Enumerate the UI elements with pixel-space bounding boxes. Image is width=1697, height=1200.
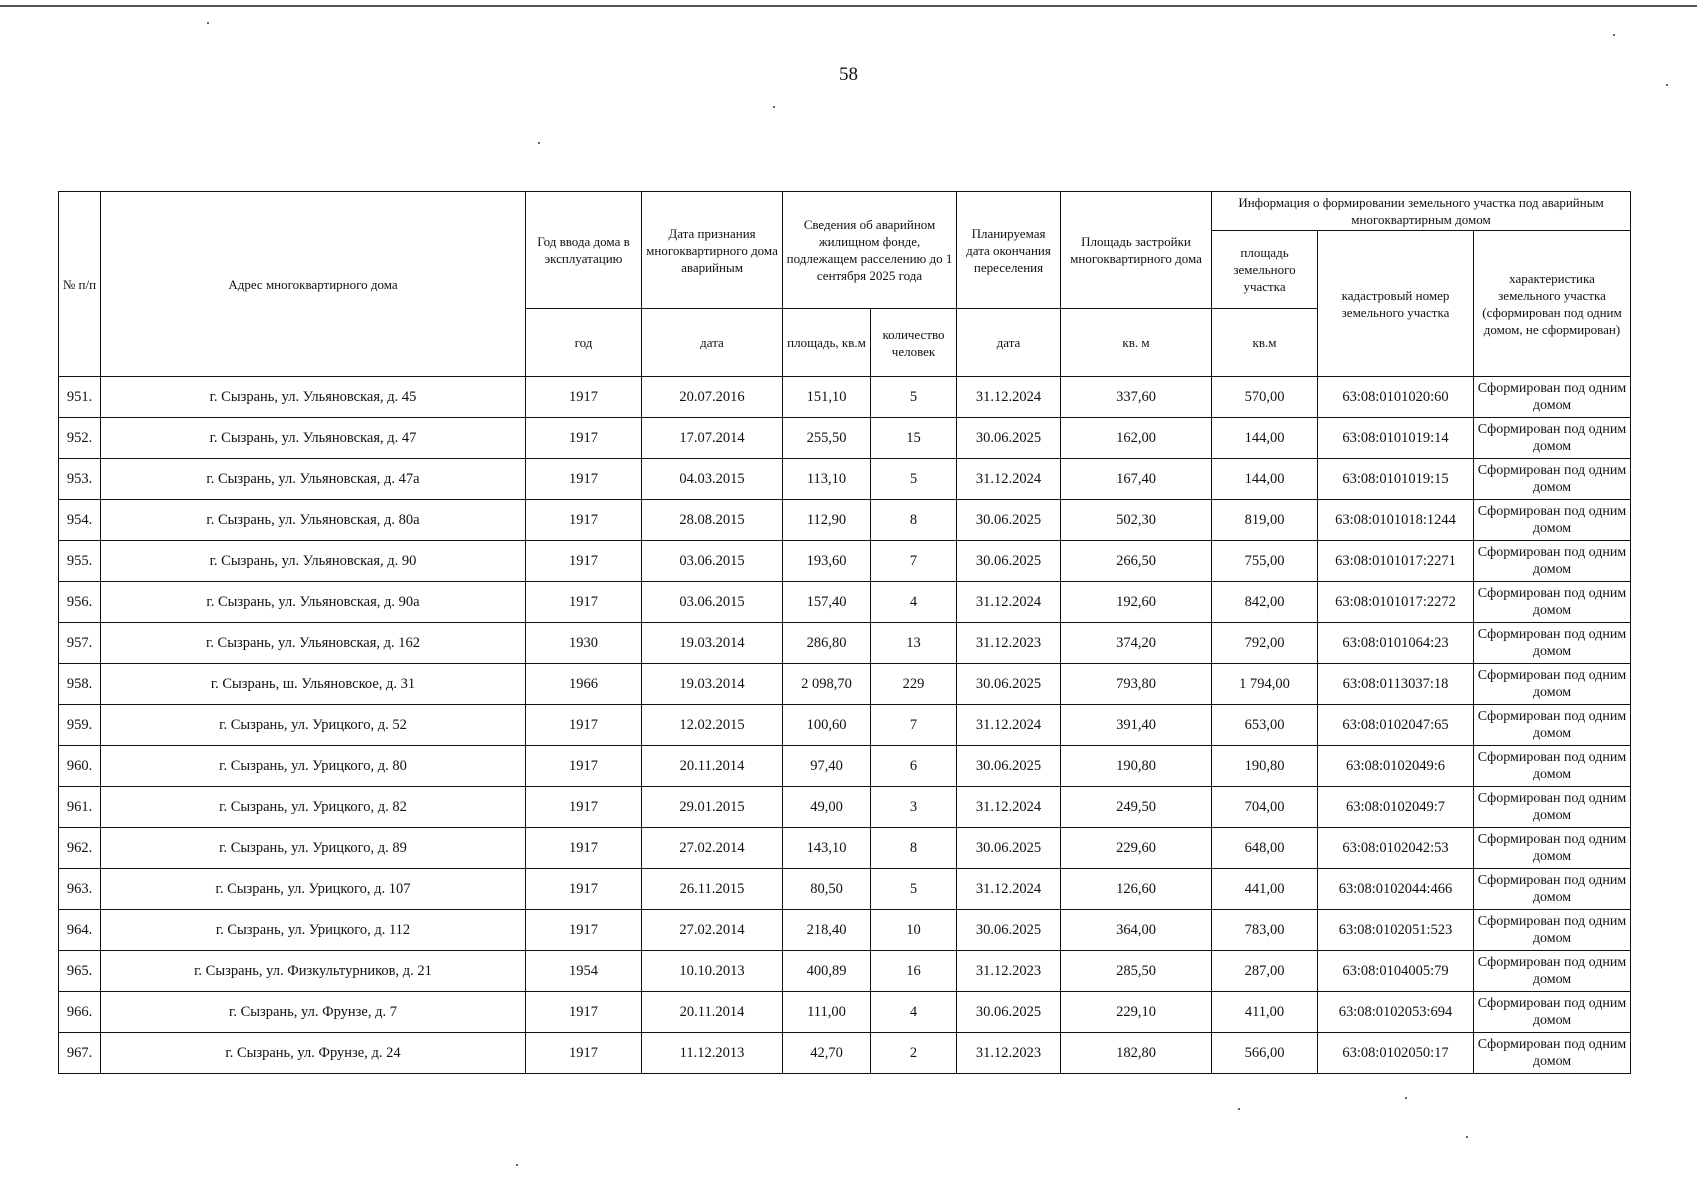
row-year: 1930 [526,623,642,664]
row-area: 2 098,70 [783,664,871,705]
top-scan-rule [0,5,1697,7]
row-year: 1917 [526,746,642,787]
row-people: 229 [871,664,957,705]
row-land-area: 570,00 [1212,377,1318,418]
row-planned-date: 31.12.2024 [957,377,1061,418]
row-year: 1917 [526,459,642,500]
row-land-area: 144,00 [1212,418,1318,459]
row-land-status: Сформирован под одним домом [1474,582,1631,623]
row-area: 286,80 [783,623,871,664]
row-number: 955. [59,541,101,582]
row-planned-date: 31.12.2024 [957,787,1061,828]
unit-people: количество человек [871,309,957,377]
row-recognition-date: 27.02.2014 [642,828,783,869]
row-land-area: 755,00 [1212,541,1318,582]
row-planned-date: 31.12.2023 [957,623,1061,664]
row-recognition-date: 27.02.2014 [642,910,783,951]
row-land-status: Сформирован под одним домом [1474,746,1631,787]
row-address: г. Сызрань, ул. Фрунзе, д. 7 [101,992,526,1033]
row-land-area: 842,00 [1212,582,1318,623]
row-area: 157,40 [783,582,871,623]
row-year: 1917 [526,500,642,541]
row-year: 1917 [526,828,642,869]
row-cadastral-number: 63:08:0102053:694 [1318,992,1474,1033]
row-land-area: 566,00 [1212,1033,1318,1074]
row-building-area: 162,00 [1061,418,1212,459]
row-recognition-date: 20.11.2014 [642,746,783,787]
row-number: 958. [59,664,101,705]
row-area: 255,50 [783,418,871,459]
row-number: 951. [59,377,101,418]
row-land-area: 648,00 [1212,828,1318,869]
row-land-area: 287,00 [1212,951,1318,992]
table-row [59,582,1631,623]
row-area: 97,40 [783,746,871,787]
table-row [59,828,1631,869]
row-planned-date: 30.06.2025 [957,500,1061,541]
row-land-area: 792,00 [1212,623,1318,664]
row-planned-date: 30.06.2025 [957,828,1061,869]
scan-speck [1405,1097,1407,1099]
header-building-area: Площадь застройки многоквартирного дома [1061,192,1212,309]
row-land-status: Сформирован под одним домом [1474,500,1631,541]
unit-land-area: кв.м [1212,309,1318,377]
row-cadastral-number: 63:08:0102042:53 [1318,828,1474,869]
row-land-status: Сформирован под одним домом [1474,664,1631,705]
row-people: 4 [871,992,957,1033]
row-address: г. Сызрань, ул. Урицкого, д. 80 [101,746,526,787]
unit-year: год [526,309,642,377]
row-recognition-date: 20.11.2014 [642,992,783,1033]
row-land-status: Сформирован под одним домом [1474,541,1631,582]
row-land-area: 190,80 [1212,746,1318,787]
row-address: г. Сызрань, ул. Ульяновская, д. 162 [101,623,526,664]
row-number: 961. [59,787,101,828]
row-people: 6 [871,746,957,787]
row-recognition-date: 17.07.2014 [642,418,783,459]
row-cadastral-number: 63:08:0102051:523 [1318,910,1474,951]
row-number: 962. [59,828,101,869]
row-people: 4 [871,582,957,623]
row-building-area: 182,80 [1061,1033,1212,1074]
row-planned-date: 30.06.2025 [957,418,1061,459]
row-cadastral-number: 63:08:0101019:15 [1318,459,1474,500]
row-cadastral-number: 63:08:0102047:65 [1318,705,1474,746]
row-year: 1917 [526,541,642,582]
row-land-area: 783,00 [1212,910,1318,951]
row-cadastral-number: 63:08:0101017:2272 [1318,582,1474,623]
row-number: 959. [59,705,101,746]
row-building-area: 364,00 [1061,910,1212,951]
row-number: 965. [59,951,101,992]
row-planned-date: 31.12.2024 [957,705,1061,746]
row-recognition-date: 11.12.2013 [642,1033,783,1074]
row-area: 111,00 [783,992,871,1033]
table-row [59,787,1631,828]
row-area: 80,50 [783,869,871,910]
row-cadastral-number: 63:08:0102050:17 [1318,1033,1474,1074]
row-people: 8 [871,828,957,869]
row-recognition-date: 20.07.2016 [642,377,783,418]
row-land-status: Сформирован под одним домом [1474,377,1631,418]
row-area: 400,89 [783,951,871,992]
row-area: 193,60 [783,541,871,582]
row-recognition-date: 10.10.2013 [642,951,783,992]
unit-area: площадь, кв.м [783,309,871,377]
row-cadastral-number: 63:08:0104005:79 [1318,951,1474,992]
row-people: 5 [871,869,957,910]
row-number: 953. [59,459,101,500]
row-people: 2 [871,1033,957,1074]
row-land-area: 411,00 [1212,992,1318,1033]
unit-recognition-date: дата [642,309,783,377]
scan-speck [773,106,775,108]
row-land-status: Сформирован под одним домом [1474,910,1631,951]
table-row [59,623,1631,664]
row-land-status: Сформирован под одним домом [1474,623,1631,664]
row-planned-date: 31.12.2024 [957,869,1061,910]
row-area: 218,40 [783,910,871,951]
table-row [59,705,1631,746]
row-land-status: Сформирован под одним домом [1474,828,1631,869]
table-row [59,459,1631,500]
row-address: г. Сызрань, ул. Урицкого, д. 52 [101,705,526,746]
row-address: г. Сызрань, ул. Ульяновская, д. 47 [101,418,526,459]
row-land-status: Сформирован под одним домом [1474,1033,1631,1074]
row-land-status: Сформирован под одним домом [1474,992,1631,1033]
row-year: 1954 [526,951,642,992]
scan-speck [207,22,209,24]
header-land-char: характеристика земельного участка (сформирован под одним домом, не сформирован) [1474,231,1631,377]
row-address: г. Сызрань, ул. Ульяновская, д. 47а [101,459,526,500]
row-address: г. Сызрань, ул. Ульяновская, д. 45 [101,377,526,418]
row-cadastral-number: 63:08:0101018:1244 [1318,500,1474,541]
emergency-housing-table [58,191,1631,1074]
header-cadastral: кадастровый номер земельного участка [1318,231,1474,377]
table-row [59,377,1631,418]
row-land-status: Сформирован под одним домом [1474,787,1631,828]
row-building-area: 229,10 [1061,992,1212,1033]
row-land-status: Сформирован под одним домом [1474,459,1631,500]
row-people: 3 [871,787,957,828]
scan-speck [516,1164,518,1166]
row-land-status: Сформирован под одним домом [1474,705,1631,746]
row-address: г. Сызрань, ул. Урицкого, д. 107 [101,869,526,910]
table-row [59,746,1631,787]
table-row [59,910,1631,951]
row-number: 952. [59,418,101,459]
row-planned-date: 30.06.2025 [957,664,1061,705]
table-row [59,541,1631,582]
row-building-area: 249,50 [1061,787,1212,828]
row-area: 113,10 [783,459,871,500]
row-recognition-date: 19.03.2014 [642,664,783,705]
scan-speck [1613,34,1615,36]
row-cadastral-number: 63:08:0102049:7 [1318,787,1474,828]
row-year: 1917 [526,705,642,746]
row-recognition-date: 04.03.2015 [642,459,783,500]
scan-speck [538,142,540,144]
row-recognition-date: 29.01.2015 [642,787,783,828]
row-area: 49,00 [783,787,871,828]
row-people: 13 [871,623,957,664]
row-land-area: 1 794,00 [1212,664,1318,705]
row-planned-date: 31.12.2023 [957,951,1061,992]
row-people: 16 [871,951,957,992]
row-cadastral-number: 63:08:0102044:466 [1318,869,1474,910]
row-address: г. Сызрань, ул. Урицкого, д. 82 [101,787,526,828]
row-year: 1966 [526,664,642,705]
row-people: 10 [871,910,957,951]
row-land-area: 653,00 [1212,705,1318,746]
row-planned-date: 31.12.2024 [957,459,1061,500]
row-year: 1917 [526,910,642,951]
row-people: 5 [871,459,957,500]
row-address: г. Сызрань, ул. Урицкого, д. 112 [101,910,526,951]
row-building-area: 285,50 [1061,951,1212,992]
row-cadastral-number: 63:08:0101020:60 [1318,377,1474,418]
row-year: 1917 [526,377,642,418]
row-cadastral-number: 63:08:0101017:2271 [1318,541,1474,582]
row-number: 954. [59,500,101,541]
row-address: г. Сызрань, ул. Физкультурников, д. 21 [101,951,526,992]
row-recognition-date: 28.08.2015 [642,500,783,541]
unit-planned-date: дата [957,309,1061,377]
header-planned-date: Планируемая дата окончания переселения [957,192,1061,309]
row-people: 5 [871,377,957,418]
scan-speck [1666,84,1668,86]
row-land-status: Сформирован под одним домом [1474,869,1631,910]
row-cadastral-number: 63:08:0113037:18 [1318,664,1474,705]
row-number: 963. [59,869,101,910]
table-row [59,869,1631,910]
row-planned-date: 30.06.2025 [957,746,1061,787]
row-recognition-date: 12.02.2015 [642,705,783,746]
row-number: 956. [59,582,101,623]
header-emergency-fund: Сведения об аварийном жилищном фонде, подлежащем расселению до 1 сентября 2025 года [783,192,957,309]
row-recognition-date: 03.06.2015 [642,582,783,623]
table-row [59,951,1631,992]
row-number: 964. [59,910,101,951]
row-planned-date: 30.06.2025 [957,992,1061,1033]
row-cadastral-number: 63:08:0102049:6 [1318,746,1474,787]
row-building-area: 192,60 [1061,582,1212,623]
row-land-area: 144,00 [1212,459,1318,500]
row-building-area: 502,30 [1061,500,1212,541]
row-building-area: 190,80 [1061,746,1212,787]
page-number: 58 [839,64,858,85]
row-year: 1917 [526,418,642,459]
row-year: 1917 [526,1033,642,1074]
row-cadastral-number: 63:08:0101064:23 [1318,623,1474,664]
row-recognition-date: 19.03.2014 [642,623,783,664]
row-building-area: 374,20 [1061,623,1212,664]
table-row [59,664,1631,705]
row-recognition-date: 26.11.2015 [642,869,783,910]
row-address: г. Сызрань, ул. Ульяновская, д. 90а [101,582,526,623]
row-area: 42,70 [783,1033,871,1074]
row-planned-date: 30.06.2025 [957,541,1061,582]
row-recognition-date: 03.06.2015 [642,541,783,582]
table-body [59,377,1631,1074]
row-number: 967. [59,1033,101,1074]
row-planned-date: 30.06.2025 [957,910,1061,951]
row-building-area: 391,40 [1061,705,1212,746]
row-year: 1917 [526,869,642,910]
row-planned-date: 31.12.2024 [957,582,1061,623]
row-number: 966. [59,992,101,1033]
row-building-area: 167,40 [1061,459,1212,500]
row-address: г. Сызрань, ш. Ульяновское, д. 31 [101,664,526,705]
row-building-area: 229,60 [1061,828,1212,869]
row-building-area: 337,60 [1061,377,1212,418]
table-row [59,418,1631,459]
row-building-area: 126,60 [1061,869,1212,910]
scan-speck [1238,1108,1240,1110]
header-land-area: площадь земельного участка [1212,231,1318,309]
row-land-area: 704,00 [1212,787,1318,828]
row-address: г. Сызрань, ул. Ульяновская, д. 90 [101,541,526,582]
row-people: 8 [871,500,957,541]
row-area: 151,10 [783,377,871,418]
row-address: г. Сызрань, ул. Фрунзе, д. 24 [101,1033,526,1074]
row-people: 15 [871,418,957,459]
table-row [59,1033,1631,1074]
header-recognition-date: Дата признания многоквартирного дома аварийным [642,192,783,309]
table-row [59,992,1631,1033]
header-land-info: Информация о формировании земельного участка под аварийным многоквартирным домом [1212,192,1631,231]
header-address: Адрес многоквартирного дома [101,192,526,377]
row-people: 7 [871,705,957,746]
row-address: г. Сызрань, ул. Урицкого, д. 89 [101,828,526,869]
row-land-area: 819,00 [1212,500,1318,541]
row-land-area: 441,00 [1212,869,1318,910]
row-land-status: Сформирован под одним домом [1474,418,1631,459]
row-planned-date: 31.12.2023 [957,1033,1061,1074]
row-year: 1917 [526,787,642,828]
row-year: 1917 [526,582,642,623]
row-people: 7 [871,541,957,582]
row-cadastral-number: 63:08:0101019:14 [1318,418,1474,459]
scan-speck [1466,1136,1468,1138]
row-number: 957. [59,623,101,664]
row-year: 1917 [526,992,642,1033]
header-num: № п/п [59,192,101,377]
row-building-area: 793,80 [1061,664,1212,705]
row-address: г. Сызрань, ул. Ульяновская, д. 80а [101,500,526,541]
row-land-status: Сформирован под одним домом [1474,951,1631,992]
row-building-area: 266,50 [1061,541,1212,582]
table-row [59,500,1631,541]
row-area: 112,90 [783,500,871,541]
row-number: 960. [59,746,101,787]
header-year: Год ввода дома в эксплуатацию [526,192,642,309]
row-area: 143,10 [783,828,871,869]
unit-building-area: кв. м [1061,309,1212,377]
row-area: 100,60 [783,705,871,746]
